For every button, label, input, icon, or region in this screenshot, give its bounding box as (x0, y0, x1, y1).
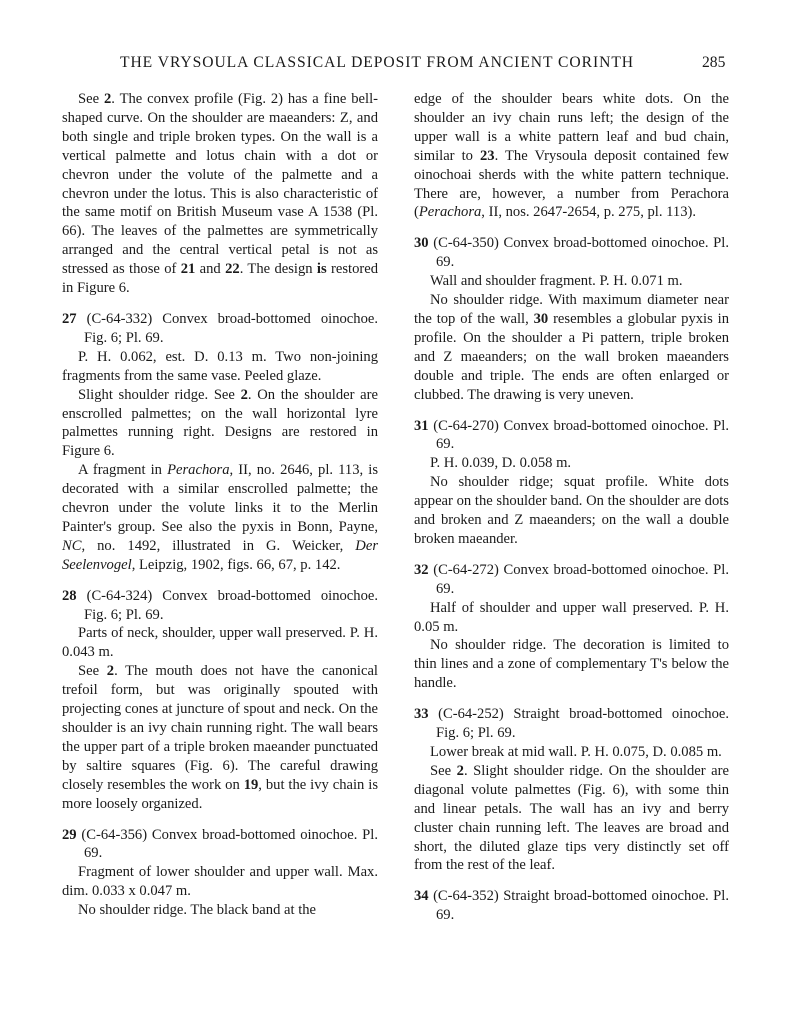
entry-27-heading: 27 (C-64-332) Convex broad-bottomed oinochoe. Fig. 6; Pl. 69. (62, 310, 378, 346)
catalog-ref: 2 (106, 663, 115, 680)
entry-29-description: No shoulder ridge. The black band at the (78, 902, 317, 919)
catalog-ref: 21 (180, 261, 196, 278)
entry-27-description: Slight shoulder ridge. See 2. On the shoulder are enscrolled palmettes; on the wall horizontal lyre palmettes running right. Designs are restored in Figure 6. (62, 386, 378, 460)
catalog-ref: 23 (479, 147, 495, 164)
entry-number: 30 (414, 235, 429, 252)
left-column (62, 90, 378, 920)
entry-number: 29 (62, 826, 77, 843)
entry-number: 27 (62, 310, 77, 327)
running-title: THE VRYSOULA CLASSICAL DEPOSIT FROM ANCIENT CORINTH (120, 54, 635, 71)
entry-33-dimensions: Lower break at mid wall. P. H. 0.075, D. 0.085 m. (430, 744, 722, 760)
entry-34-heading: 34 (C-64-352) Straight broad-bottomed oinochoe. Pl. 69. (414, 888, 729, 924)
entry-32-dimensions: Half of shoulder and upper wall preserved. P. H. 0.05 m. (414, 599, 729, 635)
intro-paragraph: See 2. The convex profile (Fig. 2) has a fine bell-shaped curve. On the shoulder are maeanders: Z, and both single and triple broken types. On the wall is a vertical palmette and lotus chain with a dot or chevron under the volute of the palmette and a chevron under the lotus. This is also characteristic of the same motif on British Museum vase A 1538 (Pl. 66). The leaves of the palmettes are symmetrically arranged and the central vertical petal is not as stressed as those of 21 and 22. The design is restored in Figure 6. (62, 91, 379, 297)
entry-33-heading: 33 (C-64-252) Straight broad-bottomed oinochoe. Fig. 6; Pl. 69. (414, 706, 729, 742)
entry-28-dimensions: Parts of neck, shoulder, upper wall preserved. P. H. 0.043 m. (62, 625, 378, 661)
catalog-ref: 30 (533, 310, 549, 327)
entry-30-description: No shoulder ridge. With maximum diameter near the top of the wall, 30 resembles a globular pyxis in profile. On the shoulder a Pi pattern, triple broken and Z maeanders; on the wall broken maeanders double and triple. The ends are often enlarged or clubbed. The drawing is very uneven. (414, 292, 730, 403)
entry-29-dimensions: Fragment of lower shoulder and upper wall. Max. dim. 0.033 x 0.047 m. (62, 864, 378, 900)
entry-30-dimensions: Wall and shoulder fragment. P. H. 0.071 m. (430, 273, 683, 290)
entry-30-heading: 30 (C-64-350) Convex broad-bottomed oinochoe. Pl. 69. (414, 235, 729, 271)
entry-27-dimensions: P. H. 0.062, est. D. 0.13 m. Two non-joining fragments from the same vase. Peeled glaze. (62, 348, 378, 384)
entry-33-description: See 2. Slight shoulder ridge. On the shoulder are diagonal volute palmettes (Fig. 6), with some thin and linear petals. The wall has an ivy and berry cluster chain running left. The leaves are broad and short, the diluted glaze tips very distinctly set off from the rest of the leaf. (414, 762, 729, 874)
entry-32-heading: 32 (C-64-272) Convex broad-bottomed oinochoe. Pl. 69. (414, 561, 729, 597)
entry-27-comparanda: A fragment in Perachora, II, no. 2646, pl. 113, is decorated with a similar enscrolled palmette; the chevron under the volute links it to the Merlin Painter's group. See also the pyxis in Bonn, Payne, NC, no. 1492, illustrated in G. Weicker, Der Seelenvogel, Leipzig, 1902, figs. 66, 67, p. 142. (62, 462, 378, 573)
entry-31-heading: 31 (C-64-270) Convex broad-bottomed oinochoe. Pl. 69. (414, 417, 729, 453)
right-column (414, 90, 729, 925)
page-number: 285 (702, 54, 726, 71)
catalog-ref: 22 (225, 261, 240, 278)
entry-number: 28 (62, 587, 77, 604)
entry-29-heading: 29 (C-64-356) Convex broad-bottomed oinochoe. Pl. 69. (62, 826, 378, 862)
entry-number: 33 (414, 706, 429, 723)
catalog-ref: 2 (103, 91, 112, 107)
entry-number: 31 (414, 417, 429, 434)
entry-number: 32 (414, 561, 429, 578)
catalog-ref: 2 (240, 386, 248, 403)
entry-32-description: No shoulder ridge. The decoration is limited to thin lines and a zone of complementary T's below the handle. (414, 637, 729, 692)
catalog-ref: 2 (456, 762, 464, 779)
running-header (0, 54, 794, 78)
entry-31-description: No shoulder ridge; squat profile. White dots appear on the shoulder band. On the shoulder are dots and broken and Z maeanders; on the wall a double broken maeander. (414, 474, 729, 547)
entry-number: 34 (414, 888, 429, 905)
entry-31-dimensions: P. H. 0.039, D. 0.058 m. (430, 455, 572, 472)
entry-29-continuation: edge of the shoulder bears white dots. On the shoulder an ivy chain runs left; the design of the upper wall is a white pattern leaf and bud chain, similar to 23. The Vrysoula deposit contained few oinochoai sherds with the white pattern technique. There are, however, a number from Perachora (Perachora, II, nos. 2647-2654, p. 275, pl. 113). (414, 91, 729, 221)
entry-28-description: See 2. The mouth does not have the canonical trefoil form, but was originally spouted with projecting cones at juncture of spout and neck. On the shoulder is an ivy chain running right. The wall bears the upper part of a triple broken maeander punctuated by saltire squares (Fig. 6). The careful drawing closely resembles the work on 19, but the ivy chain is more loosely organized. (62, 663, 378, 812)
catalog-ref: 19 (243, 776, 259, 793)
entry-28-heading: 28 (C-64-324) Convex broad-bottomed oinochoe. Fig. 6; Pl. 69. (62, 587, 378, 623)
